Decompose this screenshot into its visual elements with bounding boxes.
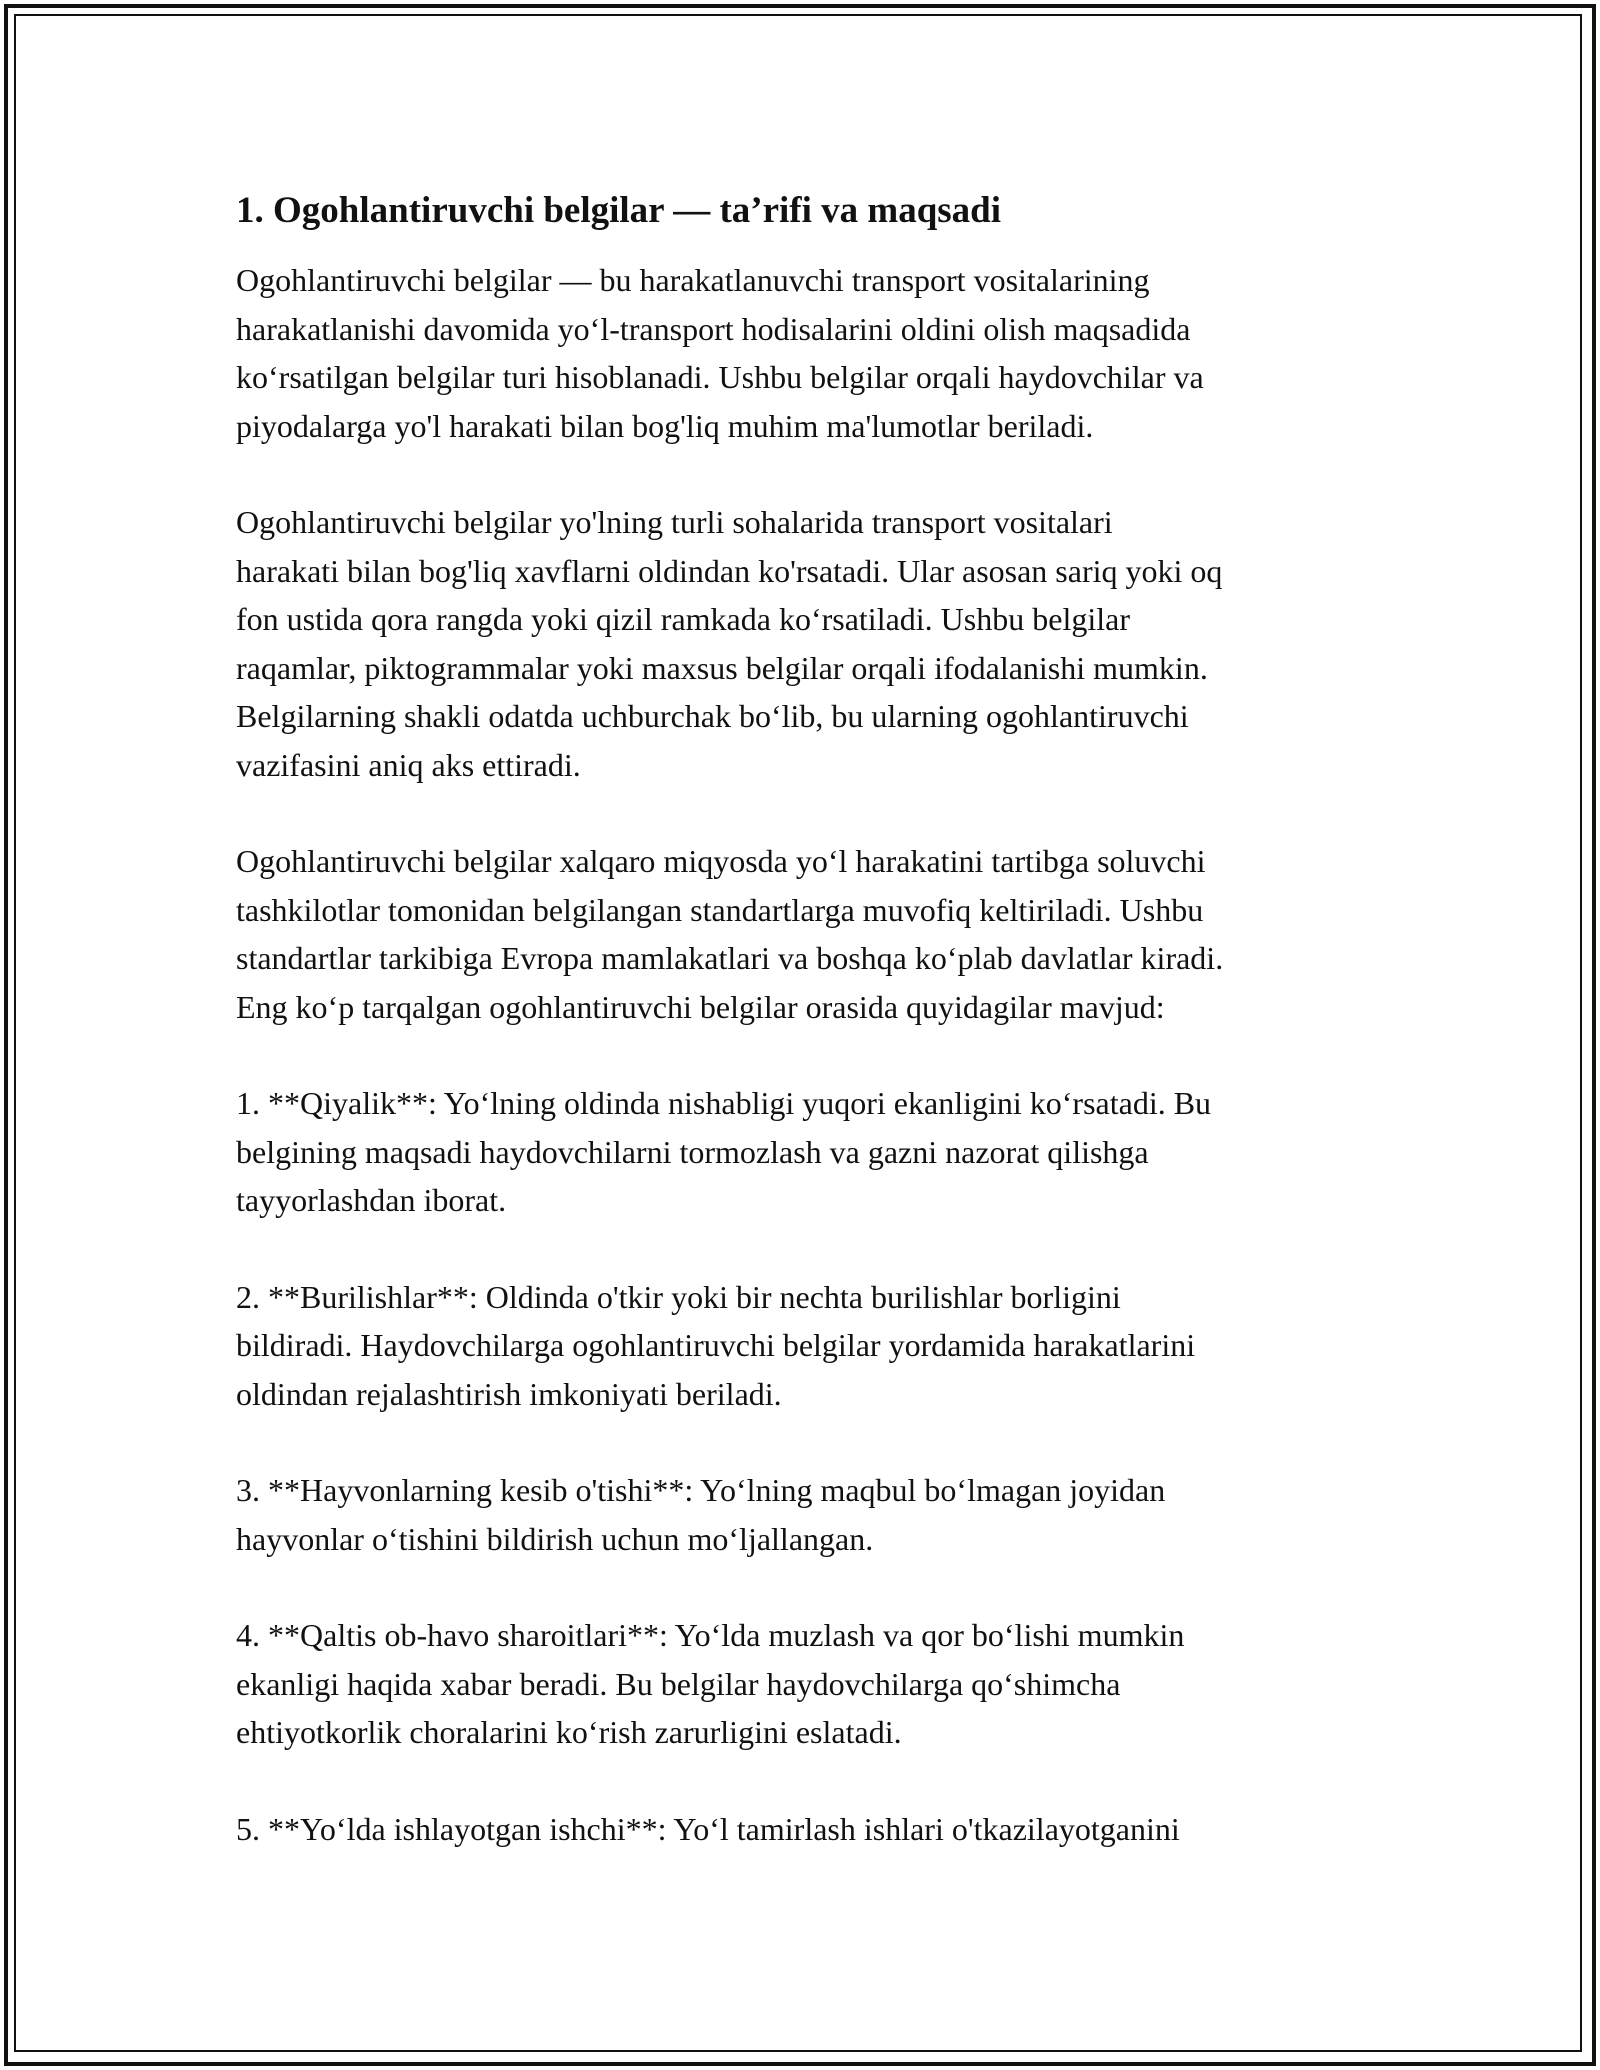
list-item-burilishlar: 2. **Burilishlar**: Oldinda o'tkir yoki bir nechta burilishlar borligini bildiradi. Haydovchilarga ogohlantiruvchi belgilar yordamida harakatlarini oldindan rejalashtirish imkoniyati beriladi.: [236, 1278, 1196, 1412]
list-item-ob-havo: 4. **Qaltis ob-havo sharoitlari**: Yo‘lda muzlash va qor bo‘lishi mumkin ekanligi haqida xabar beradi. Bu belgilar haydovchilarga qo‘shimcha ehtiyotkorlik choralarini ko‘rish zarurligini eslatadi.: [236, 1617, 1185, 1750]
document-page: [236, 186, 1376, 1901]
standards-paragraph: Ogohlantiruvchi belgilar xalqaro miqyosda yo‘l harakatini tartibga soluvchi tashkilotlar tomonidan belgilangan standartlarga muvofiq keltiriladi. Ushbu standartlar tarkibiga Evropa mamlakatlari va boshqa ko‘plab davlatlar kiradi. Eng ko‘p tarqalgan ogohlantiruvchi belgilar orasida quyidagilar mavjud:: [236, 843, 1224, 1025]
section-heading: 1. Ogohlantiruvchi belgilar — ta’rifi va maqsadi: [236, 190, 1002, 231]
list-item-hayvonlar: 3. **Hayvonlarning kesib o'tishi**: Yo‘lning maqbul bo‘lmagan joyidan hayvonlar o‘tishini bildirish uchun mo‘ljallangan.: [236, 1472, 1166, 1557]
description-paragraph: Ogohlantiruvchi belgilar yo'lning turli sohalarida transport vositalari harakati bilan bog'liq xavflarni oldindan ko'rsatadi. Ular asosan sariq yoki oq fon ustida qora rangda yoki qizil ramkada ko‘rsatiladi. Ushbu belgilar raqamlar, piktogrammalar yoki maxsus belgilar orqali ifodalanishi mumkin. Belgilarning shakli odatda uchburchak bo‘lib, bu ularning ogohlantiruvchi vazifasini aniq aks ettiradi.: [236, 504, 1223, 783]
list-item-ishchi: 5. **Yo‘lda ishlayotgan ishchi**: Yo‘l tamirlash ishlari o'tkazilayotganini: [236, 1810, 1180, 1847]
list-item-qiyalik: 1. **Qiyalik**: Yo‘lning oldinda nishabligi yuqori ekanligini ko‘rsatadi. Bu belgining maqsadi haydovchilarni tormozlash va gazni nazorat qilishga tayyorlashdan iborat.: [236, 1085, 1212, 1218]
intro-paragraph: Ogohlantiruvchi belgilar — bu harakatlanuvchi transport vositalarining harakatlanishi davomida yo‘l-transport hodisalarini oldini olish maqsadida ko‘rsatilgan belgilar turi hisoblanadi. Ushbu belgilar orqali haydovchilar va piyodalarga yo'l harakati bilan bog'liq muhim ma'lumotlar beriladi.: [236, 262, 1204, 444]
